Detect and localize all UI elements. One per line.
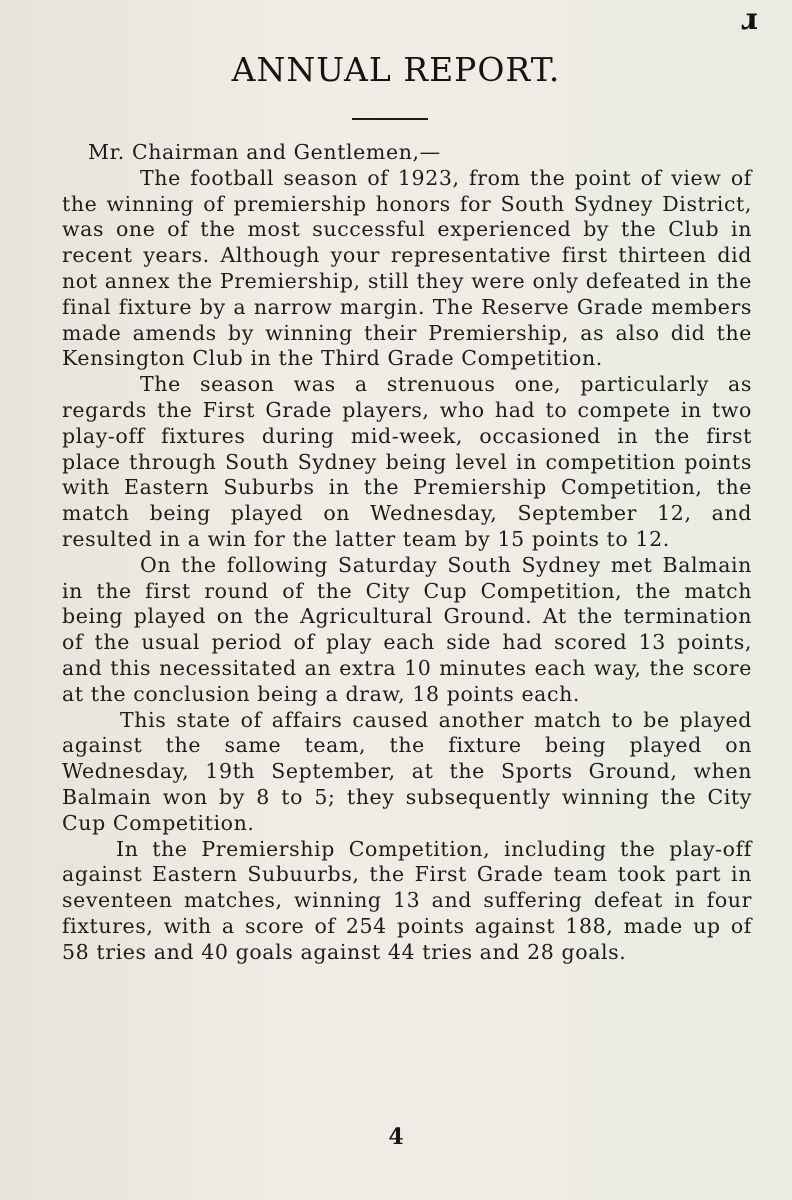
paragraph-2: The season was a strenuous one, particularly as regards the First Grade players, who had to compete in two play-off fixtures during mid-week, occasioned in the first place through South Sydney being level in competition points with Eastern Suburbs in the Premiership Competition, the match being played on Wednesday, September 12, and resulted in a win for the latter team by 15 points to 12. — [62, 372, 752, 551]
salutation: Mr. Chairman and Gentlemen,— — [88, 140, 441, 164]
page-title: ANNUAL REPORT. — [231, 50, 561, 89]
report-body — [62, 140, 752, 966]
paragraph-3: On the following Saturday South Sydney met Balmain in the first round of the City Cup Competition, the match being played on the Agricultural Ground. At the termination of the usual period of play each side had scored 13 points, and this necessitated an extra 10 minutes each way, the score at the conclusion being a draw, 18 points each. — [62, 552, 752, 706]
paragraph-1: The football season of 1923, from the point of view of the winning of premiership honors for South Sydney District, was one of the most successful experienced by the Club in recent years. Although your representative first thirteen did not annex the Premiership, still they were only defeated in the final fixture by a narrow margin. The Reserve Grade members made amends by winning their Premiership, as also did the Kensington Club in the Third Grade Competition. — [62, 165, 752, 371]
corner-mark: ɹ — [740, 2, 758, 37]
page-number: 4 — [388, 1124, 404, 1150]
paragraph-5: In the Premiership Competition, including the play-off against Eastern Subuurbs, the First Grade team took part in seventeen matches, winning 13 and suffering defeat in four fixtures, with a score of 254 points against 188, made up of 58 tries and 40 goals against 44 tries and 28 goals. — [62, 836, 752, 964]
paragraph-4: This state of affairs caused another match to be played against the same team, the fixture being played on Wednesday, 19th September, at the Sports Ground, when Balmain won by 8 to 5; they subsequently winning the City Cup Competition. — [62, 707, 752, 835]
title-divider — [352, 118, 428, 120]
